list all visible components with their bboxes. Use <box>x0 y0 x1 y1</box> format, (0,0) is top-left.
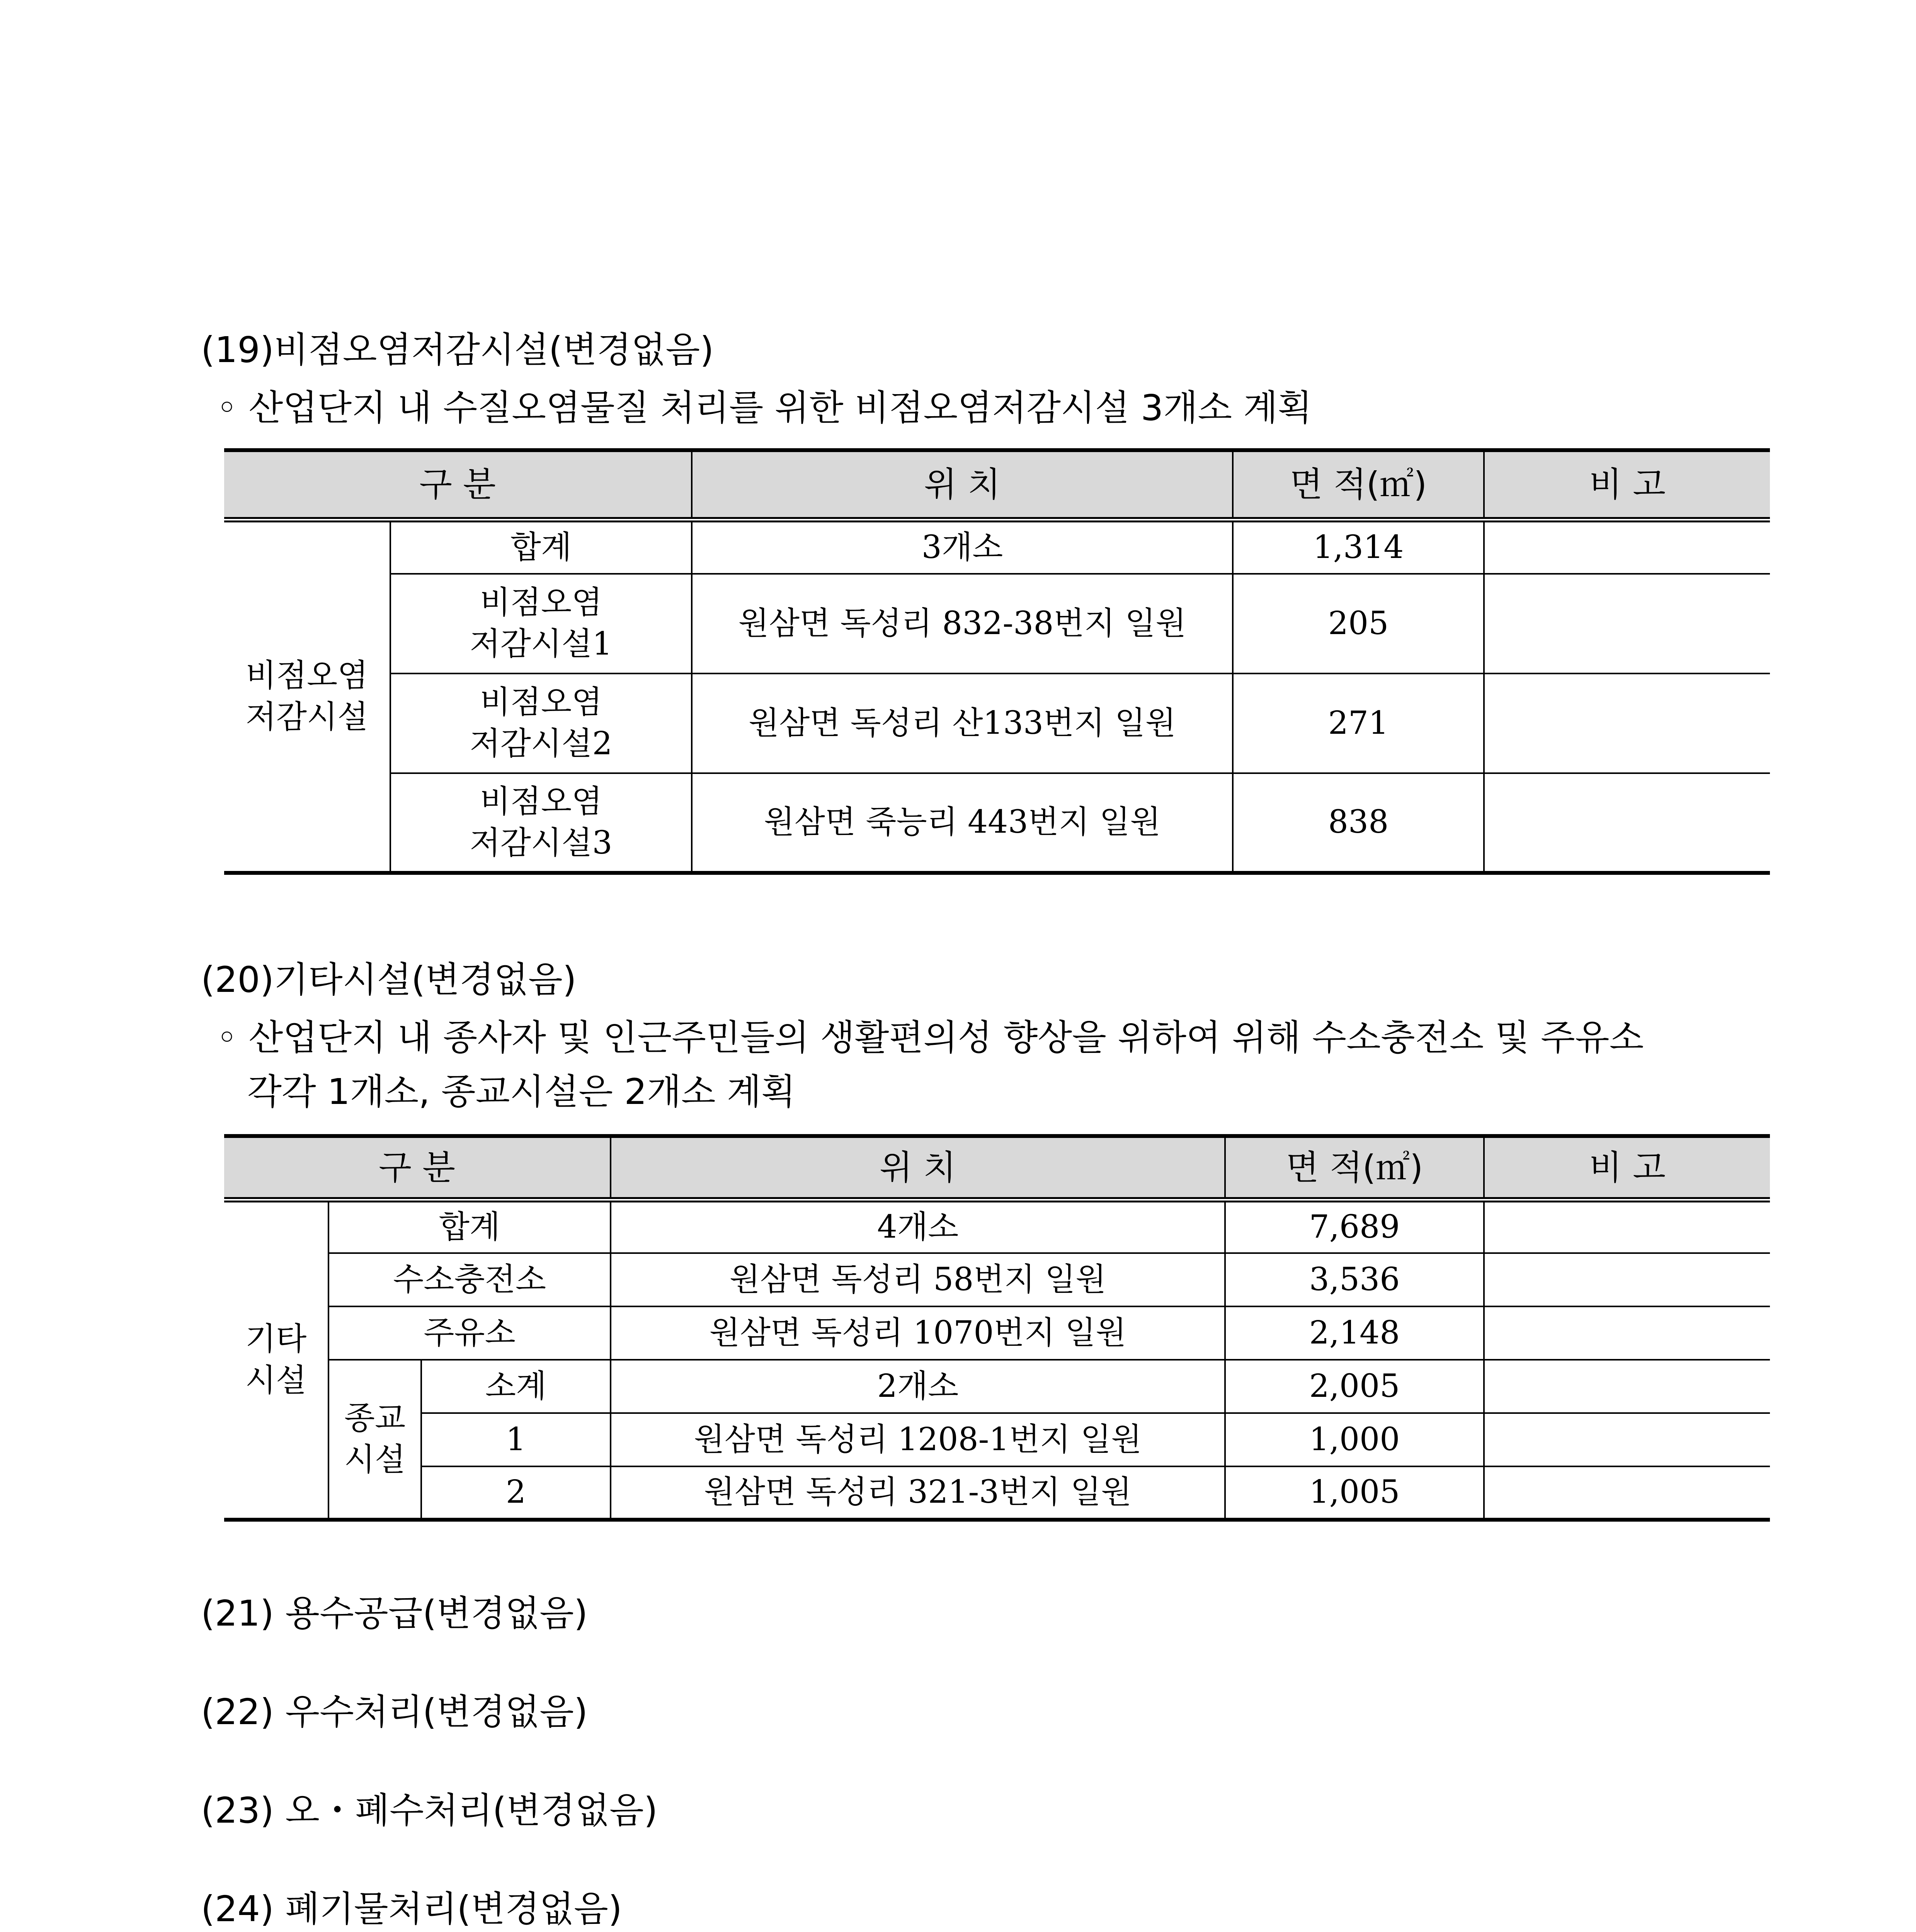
subtotal-location: 2개소 <box>611 1360 1225 1413</box>
stormwater-facilities-table <box>224 448 1770 875</box>
religion-1-location: 원삼면 독성리 1208-1번지 일원 <box>611 1413 1225 1466</box>
group-label: 비점오염 저감시설 <box>224 520 390 873</box>
table-row <box>224 574 1770 673</box>
facility-name: 비점오염 저감시설2 <box>390 673 692 773</box>
facility-location: 원삼면 죽능리 443번지 일원 <box>692 773 1233 873</box>
hydrogen-station-location: 원삼면 독성리 58번지 일원 <box>611 1253 1225 1306</box>
total-label: 합계 <box>390 520 692 574</box>
section-23-heading: (23) 오・폐수처리(변경없음) <box>201 1790 658 1831</box>
table-row <box>224 1253 1770 1306</box>
table-row <box>224 1413 1770 1466</box>
section-22-heading: (22) 우수처리(변경없음) <box>201 1691 588 1733</box>
header-location: 위 치 <box>611 1136 1225 1200</box>
section-21-heading: (21) 용수공급(변경없음) <box>201 1593 588 1634</box>
section-19-bullet: ◦ 산업단지 내 수질오염물질 처리를 위한 비점오염저감시설 3개소 계획 <box>216 387 1312 429</box>
religion-2-note <box>1484 1466 1770 1520</box>
subtotal-note <box>1484 1360 1770 1413</box>
group-label: 기타 시설 <box>224 1200 328 1520</box>
religion-group-label: 종교 시설 <box>328 1360 421 1520</box>
religion-2-area: 1,005 <box>1225 1466 1484 1520</box>
facility-area: 271 <box>1233 673 1484 773</box>
header-area: 면 적(㎡) <box>1233 450 1484 520</box>
table-row <box>224 1466 1770 1520</box>
religion-1-area: 1,000 <box>1225 1413 1484 1466</box>
subtotal-label: 소계 <box>421 1360 611 1413</box>
total-area: 1,314 <box>1233 520 1484 574</box>
religion-1-note <box>1484 1413 1770 1466</box>
section-19-heading: (19)비점오염저감시설(변경없음) <box>201 329 714 371</box>
gas-station-note <box>1484 1306 1770 1360</box>
gas-station-label: 주유소 <box>328 1306 611 1360</box>
table-row <box>224 673 1770 773</box>
table-row <box>224 773 1770 873</box>
section-24-heading: (24) 폐기물처리(변경없음) <box>201 1888 622 1930</box>
header-note: 비 고 <box>1484 1136 1770 1200</box>
header-location: 위 치 <box>692 450 1233 520</box>
table-row <box>224 520 1770 574</box>
facility-note <box>1484 773 1770 873</box>
table-row <box>224 1200 1770 1253</box>
header-area: 면 적(㎡) <box>1225 1136 1484 1200</box>
total-label: 합계 <box>328 1200 611 1253</box>
total-note <box>1484 1200 1770 1253</box>
religion-2-location: 원삼면 독성리 321-3번지 일원 <box>611 1466 1225 1520</box>
subtotal-area: 2,005 <box>1225 1360 1484 1413</box>
facility-note <box>1484 574 1770 673</box>
total-location: 4개소 <box>611 1200 1225 1253</box>
religion-2-label: 2 <box>421 1466 611 1520</box>
total-area: 7,689 <box>1225 1200 1484 1253</box>
header-note: 비 고 <box>1484 450 1770 520</box>
gas-station-location: 원삼면 독성리 1070번지 일원 <box>611 1306 1225 1360</box>
table-row <box>224 1360 1770 1413</box>
section-20-bullet-line2: 각각 1개소, 종교시설은 2개소 계획 <box>247 1071 796 1112</box>
header-category: 구 분 <box>224 450 692 520</box>
facility-name: 비점오염 저감시설3 <box>390 773 692 873</box>
other-facilities-table <box>224 1134 1770 1522</box>
hydrogen-station-note <box>1484 1253 1770 1306</box>
facility-location: 원삼면 독성리 832-38번지 일원 <box>692 574 1233 673</box>
total-note <box>1484 520 1770 574</box>
header-category: 구 분 <box>224 1136 611 1200</box>
section-20-bullet-line1: ◦ 산업단지 내 종사자 및 인근주민들의 생활편의성 향상을 위하여 위해 수소충전소 및 주유소 <box>216 1017 1644 1058</box>
total-location: 3개소 <box>692 520 1233 574</box>
religion-1-label: 1 <box>421 1413 611 1466</box>
facility-note <box>1484 673 1770 773</box>
hydrogen-station-area: 3,536 <box>1225 1253 1484 1306</box>
facility-area: 205 <box>1233 574 1484 673</box>
hydrogen-station-label: 수소충전소 <box>328 1253 611 1306</box>
section-20-heading: (20)기타시설(변경없음) <box>201 959 577 1000</box>
facility-name: 비점오염 저감시설1 <box>390 574 692 673</box>
table-row <box>224 1306 1770 1360</box>
gas-station-area: 2,148 <box>1225 1306 1484 1360</box>
facility-area: 838 <box>1233 773 1484 873</box>
facility-location: 원삼면 독성리 산133번지 일원 <box>692 673 1233 773</box>
